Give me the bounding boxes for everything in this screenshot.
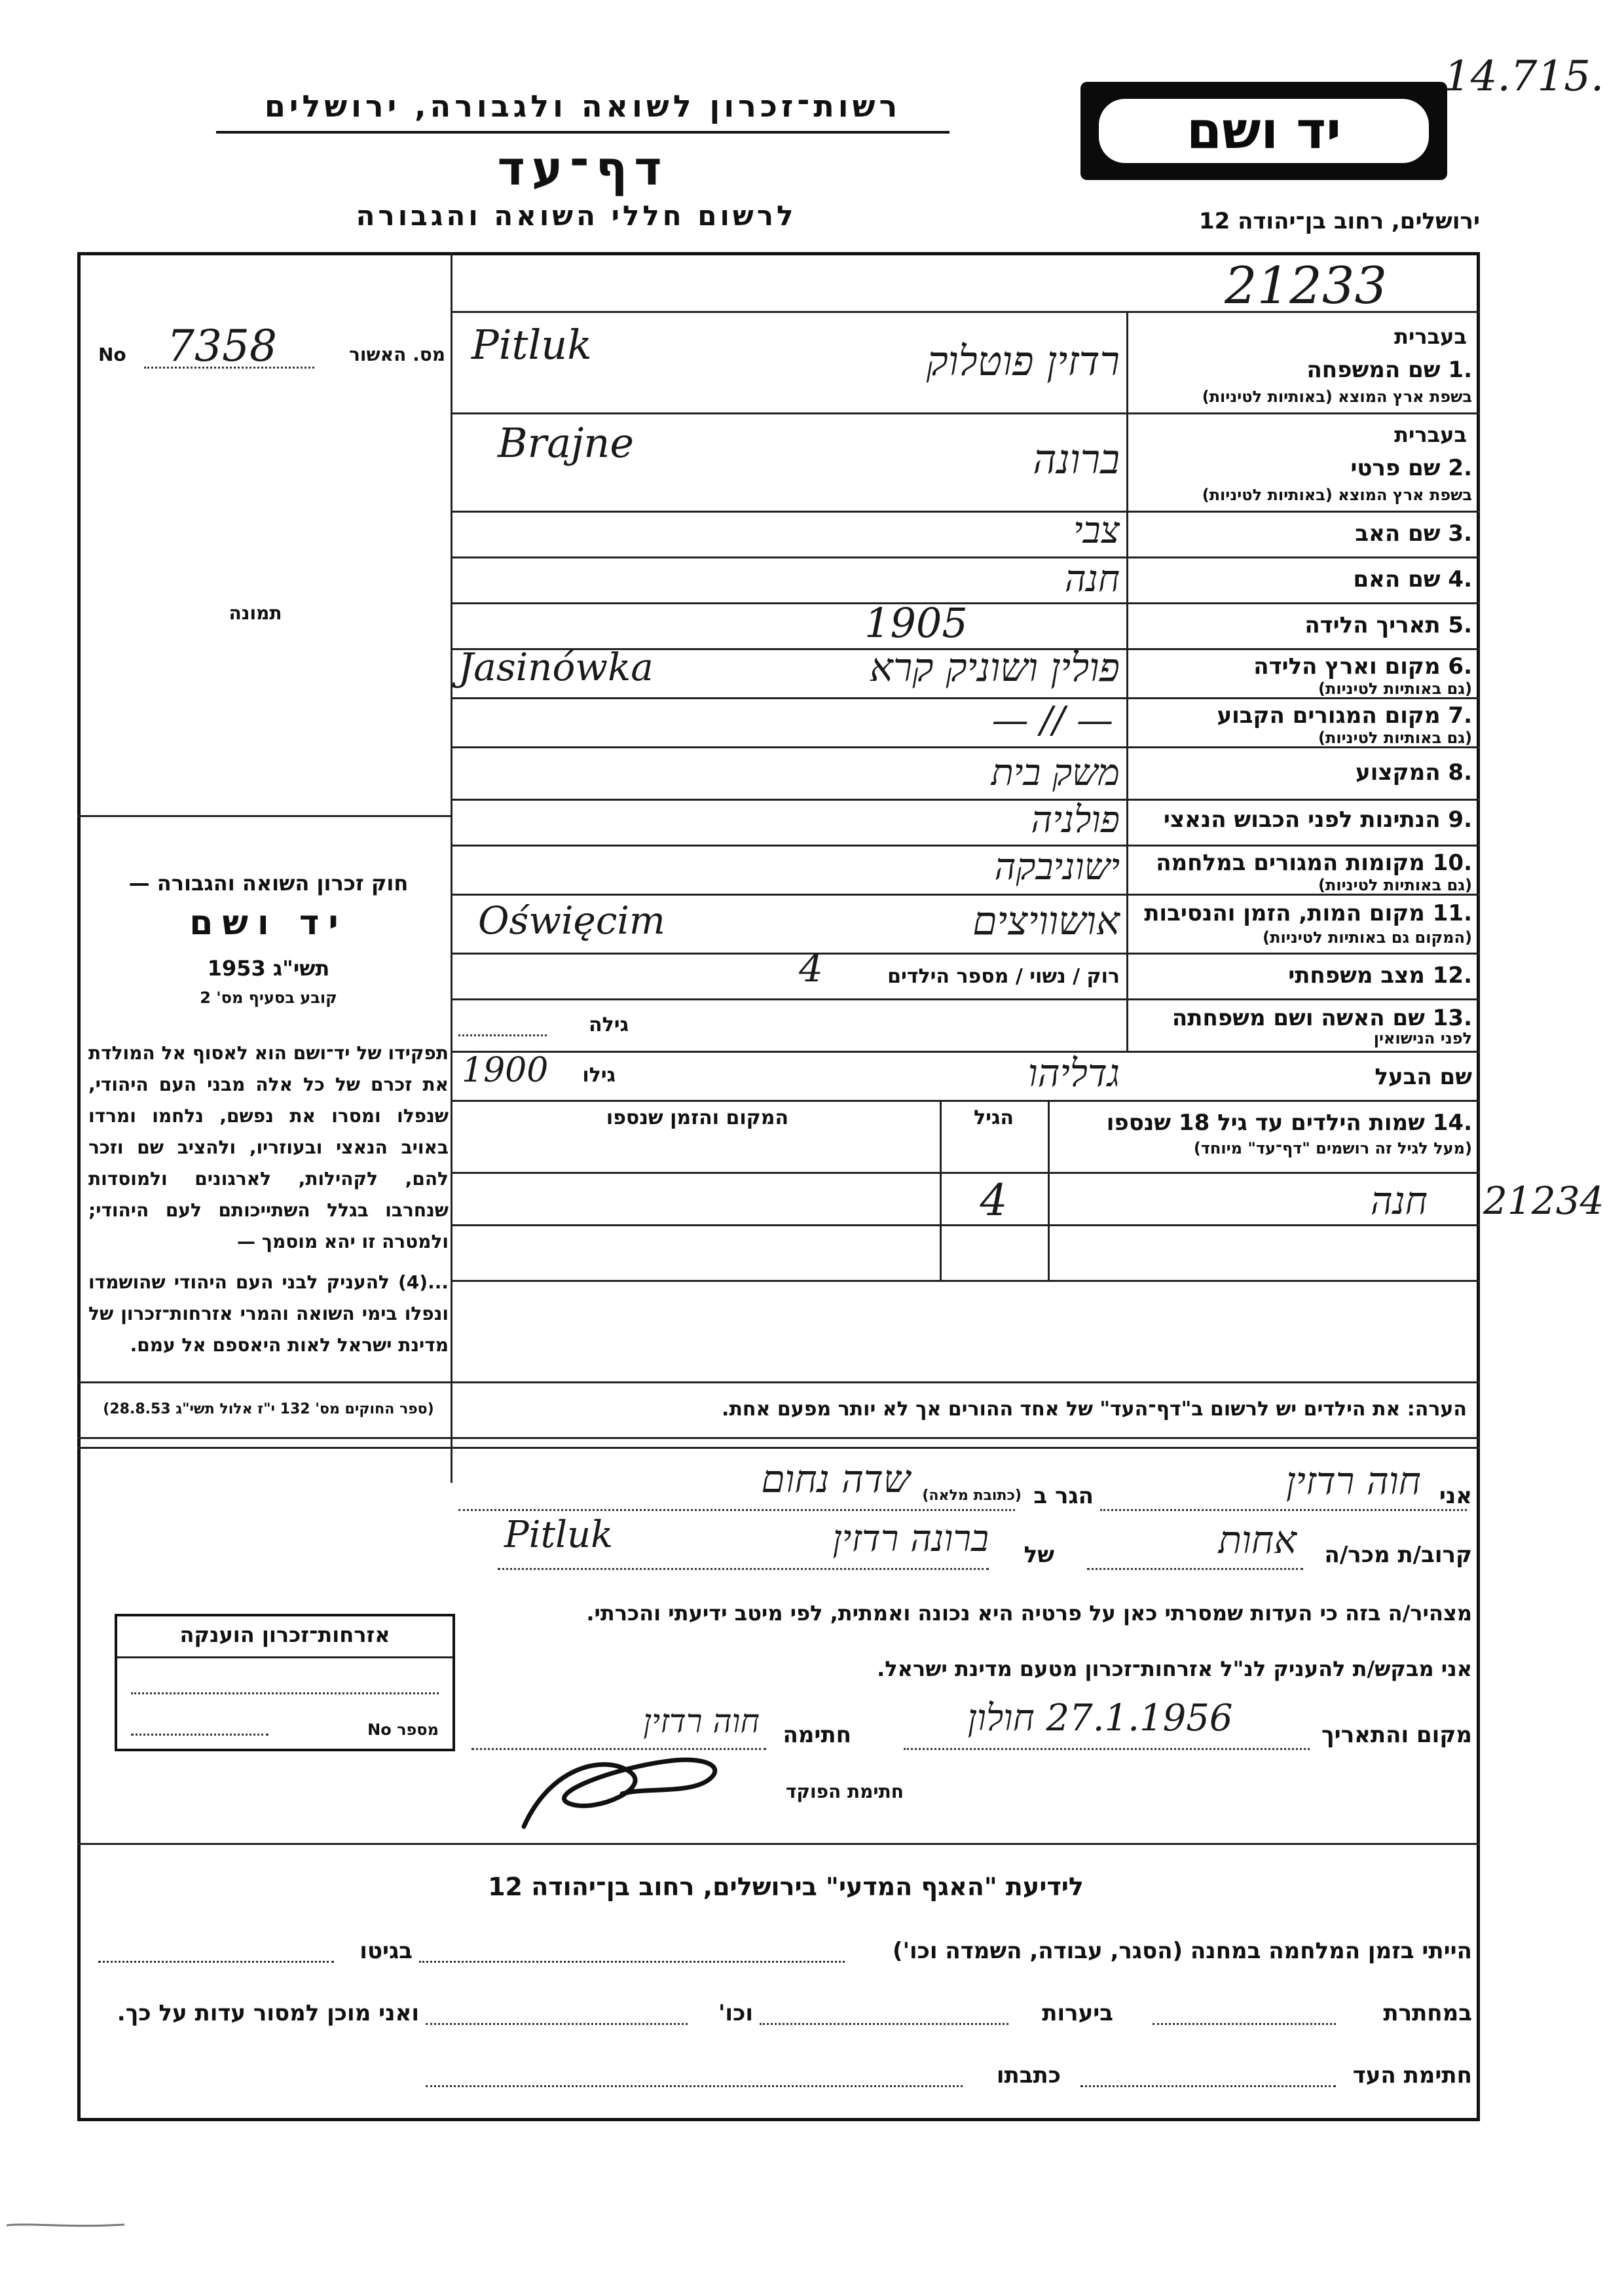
surname-label: שם המשפחה bbox=[1306, 357, 1441, 383]
witness-top-line bbox=[77, 1843, 1480, 1845]
field-number: .6 bbox=[1448, 653, 1472, 680]
mother-value: חנה bbox=[1064, 558, 1120, 600]
relative-label: קרוב/ת מכר/ה bbox=[1324, 1542, 1472, 1568]
witness-ghetto-label: בגיטו bbox=[360, 1938, 413, 1964]
witness-title: לידיעת "האגף המדעי" בירושלים, רחוב בן־יהודה 12 bbox=[488, 1872, 1084, 1901]
yad-vashem-logo bbox=[1080, 82, 1447, 180]
wife-age-dotted bbox=[458, 1034, 547, 1036]
witness-forests-dotted bbox=[760, 2023, 1008, 2025]
note-top-line bbox=[77, 1381, 1480, 1383]
citizenship-granted-title: אזרחות־זכרון הוענקה bbox=[179, 1622, 390, 1647]
firstname-latin-value: Brajne bbox=[498, 419, 635, 467]
field-number: .4 bbox=[1448, 566, 1472, 592]
place-date-dotted bbox=[904, 1748, 1310, 1750]
row-line bbox=[451, 1172, 1480, 1174]
husband-name-value: גדליהו bbox=[1027, 1051, 1120, 1095]
address-value: שדה נחום bbox=[761, 1457, 910, 1501]
photo-box-bottom bbox=[77, 815, 451, 817]
of-label: של bbox=[1024, 1542, 1054, 1568]
children-note: הערה: את הילדים יש לרשום ב"דף־העד" של אחד ההורים אך לא יותר מפעם אחת. bbox=[722, 1398, 1467, 1421]
relation-dotted bbox=[1087, 1568, 1303, 1570]
children-age-header: הגיל bbox=[974, 1106, 1014, 1129]
marital-status-label: מצב משפחתי bbox=[1288, 962, 1425, 989]
wartime-latin-hint: (גם באותיות לטיניות) bbox=[1318, 876, 1472, 894]
citizenship-box-divider bbox=[117, 1656, 452, 1658]
field-number: .13 bbox=[1432, 1005, 1472, 1031]
children-label: שמות הילדים עד גיל 18 שנספו bbox=[1106, 1110, 1425, 1136]
field-number: .7 bbox=[1448, 702, 1472, 729]
witness-forests-label: ביערות bbox=[1042, 2000, 1113, 2026]
children-place-header: המקום והזמן שנספו bbox=[606, 1106, 789, 1129]
citizenship-value: פולניה bbox=[1031, 799, 1120, 841]
row-line bbox=[451, 953, 1480, 955]
residence-latin-hint: (גם באותיות לטיניות) bbox=[1318, 729, 1472, 747]
signature-label: חתימה bbox=[783, 1722, 851, 1748]
witness-camp-dotted bbox=[419, 1961, 845, 1963]
law-text-clause: ...(4) להעניק לבני העם היהודי שהושמדו ונפלו בימי השואה והמרי אזרחות־זכרון של מדינת ישראל לאות היאספם אל עמם. bbox=[88, 1271, 449, 1356]
birthplace-hebrew-value: פולין ושוניק קרא bbox=[869, 645, 1120, 691]
law-title: חוק זכרון השואה והגבורה — bbox=[128, 871, 409, 896]
field-number: .8 bbox=[1448, 759, 1472, 786]
row-line bbox=[451, 1280, 1480, 1282]
death-place-latin-hint: (המקום גם באותיות לטיניות) bbox=[1263, 928, 1472, 947]
row-line bbox=[451, 998, 1480, 1000]
declarant-value: חוה רדזין bbox=[1285, 1459, 1421, 1503]
residence-label: מקום המגורים הקבוע bbox=[1217, 702, 1441, 729]
approval-no-prefix: No bbox=[98, 344, 126, 365]
death-place-hebrew-value: אושוויצים bbox=[972, 898, 1120, 944]
child-name-divider bbox=[1048, 1100, 1050, 1280]
death-place-latin-value: Oświęcim bbox=[478, 898, 665, 943]
declaration-top-line bbox=[77, 1447, 1480, 1449]
citizenship-label: הנתינות לפני הכבוש הנאצי bbox=[1163, 807, 1441, 833]
approval-number: 7358 bbox=[167, 321, 277, 371]
field-number: .1 bbox=[1448, 357, 1472, 383]
profession-value: משק בית bbox=[991, 752, 1120, 794]
father-label: שם האב bbox=[1355, 520, 1441, 547]
birthplace-latin-hint: (גם באותיות לטיניות) bbox=[1318, 680, 1472, 698]
children-count-value: 4 bbox=[799, 946, 823, 991]
place-date-label: מקום והתאריך bbox=[1321, 1722, 1472, 1748]
citizenship-number-label: מספר No bbox=[367, 1721, 439, 1739]
declaration-statement: מצהיר/ה בזה כי העדות שמסרתי כאן על פרטיה היא נכונה ואמתית, לפי מיטב ידיעתי והכרתי. bbox=[586, 1601, 1472, 1626]
field-number: .10 bbox=[1432, 850, 1472, 876]
signature-value: חוה רדזין bbox=[643, 1702, 760, 1740]
of-name-dotted bbox=[498, 1568, 989, 1570]
note-bottom-line bbox=[77, 1437, 1480, 1439]
photo-label: תמונה bbox=[229, 602, 282, 624]
birthplace-latin-value: Jasinówka bbox=[458, 645, 654, 689]
witness-signature-dotted bbox=[1080, 2085, 1336, 2087]
form-name: דף־עד bbox=[497, 141, 669, 196]
archive-number: 14.715. bbox=[1444, 52, 1604, 101]
firstname-label: שם פרטי bbox=[1350, 455, 1441, 481]
declarant-label: אני bbox=[1439, 1483, 1472, 1509]
approval-label: מס. האשור bbox=[349, 344, 445, 365]
death-place-label: מקום המות, הזמן והנסיבות bbox=[1144, 900, 1425, 926]
law-year: תשי"ג 1953 bbox=[207, 956, 330, 981]
form-purpose: לרשום חללי השואה והגבורה bbox=[356, 200, 797, 232]
firstname-hebrew-value: ברונה bbox=[1033, 435, 1120, 483]
resides-label: הגר ב bbox=[1033, 1483, 1094, 1509]
husband-age-label: גילו bbox=[582, 1064, 616, 1087]
witness-etc-dotted bbox=[426, 2023, 688, 2025]
birthdate-label: תאריך הלידה bbox=[1304, 612, 1441, 638]
child-age-value: 4 bbox=[980, 1175, 1008, 1226]
child-age-divider bbox=[940, 1100, 942, 1280]
address-hint: (כתובת מלאה) bbox=[922, 1487, 1022, 1504]
law-section: קובע בסעיף מס' 2 bbox=[200, 989, 337, 1007]
birth-year-value: 1905 bbox=[864, 599, 968, 647]
of-name-value: ברונה רדזין bbox=[832, 1518, 989, 1560]
citizenship-request: אני מבקש/ת להעניק לנ"ל אזרחות־זכרון מטעם מדינת ישראל. bbox=[877, 1656, 1472, 1681]
officer-signature-label: חתימת הפוקד bbox=[785, 1781, 904, 1802]
field-number: .9 bbox=[1448, 807, 1472, 833]
surname-hebrew-value: רדזין פוטלוק bbox=[926, 337, 1120, 385]
witness-camp-text: הייתי בזמן המלחמה במחנה (הסגר, עבודה, השמדה וכו') bbox=[893, 1938, 1472, 1964]
wife-name-hint: לפני הנישואין bbox=[1373, 1029, 1472, 1048]
field-number: .3 bbox=[1448, 520, 1472, 547]
firstname-latin-hint: בשפת ארץ המוצא (באותיות לטיניות) bbox=[1202, 486, 1472, 504]
left-column-divider bbox=[451, 252, 452, 1483]
wife-age-label: גילה bbox=[589, 1013, 629, 1036]
hebrew-label: בעברית bbox=[1394, 422, 1467, 447]
law-text: תפקידו של יד־ושם הוא לאסוף אל המולדת את זכרם של כל אלה מבני העם היהודי, שנפלו ומסרו את נפשם, נלחמו ומרדו באויב הנאצי ובעוזריו, ולהציב שם וזכר להם, לקהילות, לארגונים ולמוסדות שנחרבו בגלל השתייכותם לעם היהודי; ולמטרה זו יהא מוסמך — bbox=[88, 1042, 449, 1252]
witness-underground-dotted bbox=[1153, 2023, 1336, 2025]
witness-address-label: כתבתו bbox=[996, 2062, 1061, 2088]
law-yad-vashem: יד ושם bbox=[189, 903, 348, 943]
wife-name-label: שם האשה ושם משפחתה bbox=[1172, 1005, 1425, 1031]
surname-latin-hint: בשפת ארץ המוצא (באותיות לטיניות) bbox=[1202, 388, 1472, 406]
relation-value: אחות bbox=[1218, 1518, 1297, 1562]
logo-inner-panel bbox=[1099, 99, 1429, 163]
label-column-divider bbox=[1126, 311, 1128, 1051]
mother-label: שם האם bbox=[1353, 566, 1441, 592]
row-line bbox=[451, 412, 1480, 414]
wartime-residence-label: מקומות המגורים במלחמה bbox=[1156, 850, 1425, 876]
field-number: .12 bbox=[1432, 962, 1472, 989]
child-page-number: 21234 bbox=[1483, 1178, 1604, 1223]
father-value: צבי bbox=[1073, 509, 1120, 552]
surname-latin-value: Pitluk bbox=[471, 321, 592, 369]
field-number: .5 bbox=[1448, 612, 1472, 638]
witness-etc-label: וכו' bbox=[718, 2000, 753, 2026]
institute-address: ירושלים, רחוב בן־יהודה 12 bbox=[1198, 208, 1480, 234]
field-number: .14 bbox=[1432, 1110, 1472, 1136]
residence-value: — // — bbox=[991, 699, 1113, 742]
husband-label: שם הבעל bbox=[1375, 1064, 1472, 1090]
of-name-latin-value: Pitluk bbox=[504, 1514, 614, 1556]
husband-age-value: 1900 bbox=[462, 1051, 549, 1090]
witness-signature-label: חתימת העד bbox=[1352, 2062, 1472, 2088]
authority-title: רשות־זכרון לשואה ולגבורה, ירושלים bbox=[264, 88, 902, 124]
profession-label: המקצוע bbox=[1356, 759, 1441, 786]
birthplace-label: מקום וארץ הלידה bbox=[1253, 653, 1441, 680]
marital-options: רוק / נשוי / מספר הילדים bbox=[887, 965, 1120, 988]
children-hint: (מעל לגיל זה רושמים "דף־עד" מיוחד) bbox=[1193, 1139, 1472, 1157]
law-source: (ספר החוקים מס' 132 י"ז אלול תשי"ג 28.8.53) bbox=[103, 1401, 434, 1417]
place-date-value: 27.1.1956 חולון bbox=[967, 1697, 1233, 1740]
logo-text: יד ושם bbox=[1186, 101, 1342, 160]
witness-address-dotted bbox=[426, 2085, 963, 2087]
address-dotted bbox=[458, 1509, 1015, 1511]
officer-signature-mark bbox=[511, 1741, 747, 1840]
child-name-value: חנה bbox=[1370, 1178, 1428, 1223]
title-underline bbox=[216, 131, 950, 134]
scan-artifact-mark bbox=[7, 2223, 124, 2228]
page-number: 21233 bbox=[1225, 257, 1388, 316]
witness-ghetto-dotted bbox=[98, 1961, 334, 1963]
witness-underground-label: במחתרת bbox=[1383, 2000, 1472, 2026]
field-number: .2 bbox=[1448, 455, 1472, 481]
witness-ready-text: ואני מוכן למסור עדות על כך. bbox=[117, 2000, 419, 2026]
citizenship-box-dotted bbox=[131, 1692, 439, 1694]
declarant-dotted bbox=[1100, 1509, 1467, 1511]
citizenship-number-dotted bbox=[131, 1734, 268, 1736]
row-line bbox=[451, 1100, 1480, 1102]
field-number: .11 bbox=[1432, 900, 1472, 926]
wartime-residence-value: ישוניבקה bbox=[994, 846, 1120, 888]
hebrew-label: בעברית bbox=[1394, 324, 1467, 349]
